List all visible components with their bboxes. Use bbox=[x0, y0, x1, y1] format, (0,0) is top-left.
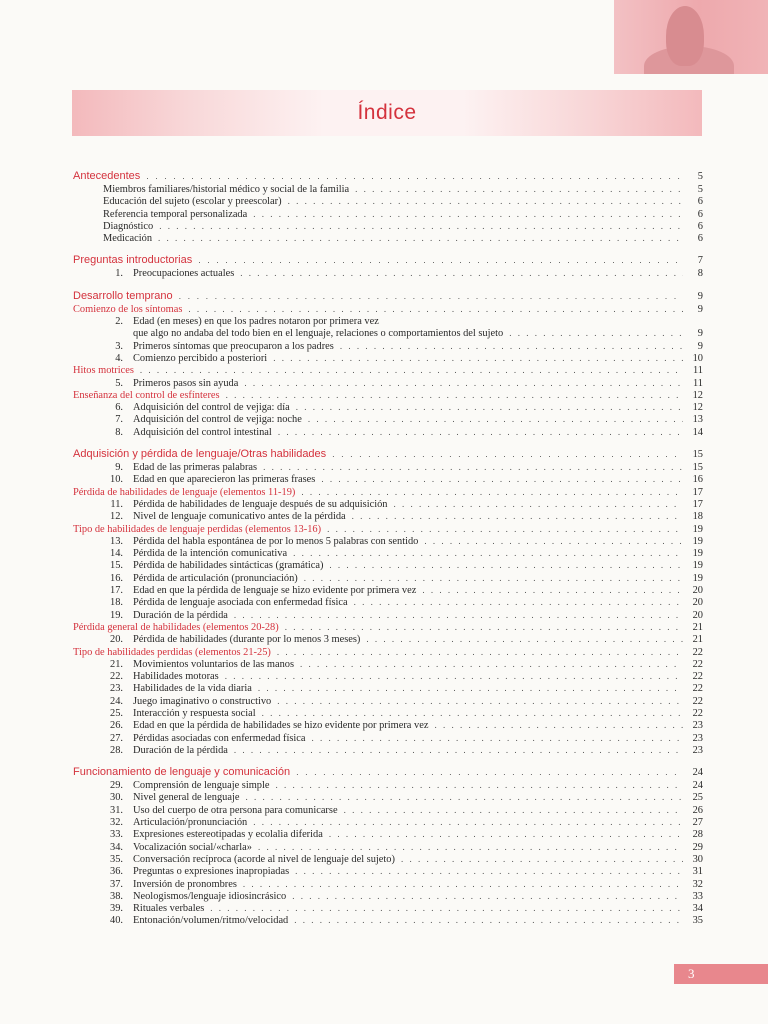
photo-figure-head bbox=[666, 6, 704, 66]
dot-leader bbox=[296, 401, 683, 413]
dot-leader bbox=[296, 766, 683, 778]
toc-item-number: 12. bbox=[110, 511, 123, 523]
toc-item-text: Duración de la pérdida bbox=[133, 609, 228, 621]
page-number: 3 bbox=[688, 966, 695, 981]
toc-page-number: 19 bbox=[692, 548, 703, 560]
toc-page-number: 22 bbox=[692, 658, 703, 670]
toc-item-text: Miembros familiares/historial médico y social de la familia bbox=[103, 184, 350, 195]
dot-leader bbox=[243, 878, 683, 890]
toc-entry[interactable] bbox=[73, 183, 703, 195]
toc-item-text: Inversión de pronombres bbox=[133, 878, 237, 890]
toc-item-number: 36. bbox=[110, 866, 123, 878]
toc-page-number: 20 bbox=[692, 585, 703, 597]
toc-item-text: Enseñanza del control de esfínteres bbox=[73, 389, 220, 401]
toc-item-number: 37. bbox=[110, 878, 123, 890]
toc-item-number: 35. bbox=[110, 853, 123, 865]
toc-entry[interactable] bbox=[73, 658, 703, 670]
toc-entry[interactable] bbox=[73, 779, 703, 791]
toc-page-number: 6 bbox=[697, 220, 703, 232]
toc-item-number: 11. bbox=[110, 498, 123, 510]
toc-page-number: 8 bbox=[697, 268, 703, 280]
toc-page-number: 15 bbox=[692, 462, 703, 474]
section-gap bbox=[73, 280, 703, 290]
toc-entry[interactable] bbox=[73, 670, 703, 682]
toc-item-number: 31. bbox=[110, 804, 123, 816]
toc-page-number: 33 bbox=[692, 890, 703, 902]
toc-entry[interactable] bbox=[73, 584, 703, 596]
toc-entry[interactable] bbox=[73, 744, 703, 756]
dot-leader bbox=[354, 596, 683, 608]
toc-page-number: 20 bbox=[692, 609, 703, 621]
dot-leader bbox=[332, 448, 683, 460]
toc-item-text: Preguntas o expresiones inapropiadas bbox=[133, 866, 290, 878]
section-gap bbox=[73, 438, 703, 448]
dot-leader bbox=[245, 791, 683, 803]
toc-item-number: 27. bbox=[110, 732, 123, 744]
toc-item-number: 18. bbox=[110, 597, 123, 609]
toc-entry[interactable] bbox=[73, 377, 703, 389]
toc-item-text: Hitos motrices bbox=[73, 365, 134, 377]
toc-item-text: Pérdida general de habilidades (elementos 20-28) bbox=[73, 621, 279, 633]
toc-item-text: Edad de las primeras palabras bbox=[133, 462, 258, 474]
toc-page-number: 9 bbox=[697, 303, 703, 315]
toc-page-number: 7 bbox=[697, 255, 703, 267]
toc-subsection[interactable] bbox=[73, 364, 703, 376]
toc-page-number: 10 bbox=[692, 352, 703, 364]
toc-page-number: 20 bbox=[692, 597, 703, 609]
toc-item-number: 17. bbox=[110, 585, 123, 597]
toc-page-number: 9 bbox=[697, 328, 703, 340]
dot-leader bbox=[262, 707, 683, 719]
toc-page-number: 9 bbox=[697, 340, 703, 352]
toc-entry[interactable] bbox=[73, 267, 703, 279]
toc-section-heading[interactable] bbox=[73, 170, 703, 183]
toc-page-number: 19 bbox=[692, 572, 703, 584]
toc-entry[interactable] bbox=[73, 461, 703, 473]
dot-leader bbox=[304, 572, 683, 584]
page-title: Índice bbox=[357, 101, 417, 124]
dot-leader bbox=[278, 426, 683, 438]
title-band bbox=[72, 90, 702, 136]
toc-item-text: Primeros síntomas que preocuparon a los padres bbox=[133, 340, 334, 352]
dot-leader bbox=[140, 364, 683, 376]
dot-leader bbox=[210, 902, 683, 914]
toc-item-text: Entonación/volumen/ritmo/velocidad bbox=[133, 915, 289, 927]
toc-page-number: 5 bbox=[697, 184, 703, 195]
toc-item-number: 1. bbox=[115, 268, 123, 280]
toc-item-text: Edad (en meses) en que los padres notaron por primera vez bbox=[133, 316, 379, 328]
toc-item-text: Tipo de habilidades perdidas (elementos 21-25) bbox=[73, 646, 271, 658]
toc-item-text: Expresiones estereotipadas y ecolalia diferida bbox=[133, 829, 323, 841]
toc-page-number: 5 bbox=[697, 171, 703, 182]
toc-entry[interactable] bbox=[73, 732, 703, 744]
dot-leader bbox=[234, 609, 683, 621]
toc-page-number: 19 bbox=[692, 560, 703, 572]
toc-entry[interactable] bbox=[73, 804, 703, 816]
toc-subsection[interactable] bbox=[73, 303, 703, 315]
toc-subsection[interactable] bbox=[73, 523, 703, 535]
dot-leader bbox=[292, 890, 683, 902]
toc-page-number: 17 bbox=[692, 498, 703, 510]
toc-item-number: 25. bbox=[110, 707, 123, 719]
toc-page-number: 21 bbox=[692, 634, 703, 646]
toc-entry[interactable] bbox=[73, 890, 703, 902]
toc-item-text: Preocupaciones actuales bbox=[133, 268, 235, 280]
toc-item-text: Habilidades motoras bbox=[133, 671, 219, 683]
toc-item-text: Articulación/pronunciación bbox=[133, 817, 248, 829]
toc-item-number: 34. bbox=[110, 841, 123, 853]
toc-page-number: 6 bbox=[697, 233, 703, 245]
toc-subsection[interactable] bbox=[73, 646, 703, 658]
toc-entry[interactable] bbox=[73, 401, 703, 413]
toc-item-text: Pérdida de la intención comunicativa bbox=[133, 548, 288, 560]
toc-item-number: 9. bbox=[115, 462, 123, 474]
toc-item-number: 32. bbox=[110, 817, 123, 829]
toc-page-number: 35 bbox=[692, 915, 703, 927]
toc-item-number: 39. bbox=[110, 903, 123, 915]
dot-leader bbox=[308, 413, 683, 425]
dot-leader bbox=[321, 473, 683, 485]
dot-leader bbox=[234, 744, 683, 756]
toc-entry[interactable] bbox=[73, 195, 703, 207]
dot-leader bbox=[159, 220, 683, 232]
dot-leader bbox=[366, 633, 683, 645]
toc-item-number: 33. bbox=[110, 829, 123, 841]
toc-page-number: 26 bbox=[692, 804, 703, 816]
dot-leader bbox=[401, 853, 683, 865]
toc-item-text: que algo no andaba del todo bien en el lenguaje, relaciones o comportamientos del sujeto bbox=[133, 328, 504, 340]
toc-page-number: 23 bbox=[692, 720, 703, 732]
toc-item-number: 30. bbox=[110, 792, 123, 804]
toc-section-heading[interactable] bbox=[73, 766, 703, 779]
toc-page-number: 29 bbox=[692, 841, 703, 853]
toc-item-number: 19. bbox=[110, 609, 123, 621]
dot-leader bbox=[352, 510, 683, 522]
toc-item-text: Edad en que la pérdida de lenguaje se hizo evidente por primera vez bbox=[133, 585, 417, 597]
toc-item-text: Adquisición del control de vejiga: día bbox=[133, 402, 290, 414]
dot-leader bbox=[226, 389, 683, 401]
dot-leader bbox=[277, 695, 683, 707]
toc-page-number: 18 bbox=[692, 511, 703, 523]
toc-page-number: 19 bbox=[692, 523, 703, 535]
toc-page-number: 22 bbox=[692, 646, 703, 658]
toc-item-text: Rituales verbales bbox=[133, 903, 205, 915]
toc-item-text: Preguntas introductorias bbox=[73, 254, 193, 267]
toc-page-number: 14 bbox=[692, 426, 703, 438]
dot-leader bbox=[277, 646, 683, 658]
toc-item-number: 21. bbox=[110, 658, 123, 670]
toc-item-text: Interacción y respuesta social bbox=[133, 707, 256, 719]
dot-leader bbox=[258, 841, 683, 853]
toc-item-text: Adquisición y pérdida de lenguaje/Otras habilidades bbox=[73, 448, 327, 461]
toc-entry[interactable] bbox=[73, 878, 703, 890]
toc-item-text: Vocalización social/«charla» bbox=[133, 841, 252, 853]
toc-item-text: Juego imaginativo o constructivo bbox=[133, 695, 272, 707]
toc-entry[interactable] bbox=[73, 682, 703, 694]
dot-leader bbox=[293, 547, 683, 559]
toc-entry[interactable] bbox=[73, 498, 703, 510]
toc-item-text: Uso del cuerpo de otra persona para comunicarse bbox=[133, 804, 338, 816]
toc-page-number: 12 bbox=[692, 402, 703, 414]
toc-subsection[interactable] bbox=[73, 486, 703, 498]
toc-entry[interactable] bbox=[73, 510, 703, 522]
dot-leader bbox=[258, 682, 683, 694]
toc-page-number: 28 bbox=[692, 829, 703, 841]
toc-item-text: Pérdida de lenguaje asociada con enfermedad física bbox=[133, 597, 348, 609]
dot-leader bbox=[340, 340, 683, 352]
toc-item-number: 3. bbox=[115, 340, 123, 352]
toc-entry[interactable] bbox=[73, 865, 703, 877]
toc-entry[interactable] bbox=[73, 914, 703, 926]
toc-item-number: 7. bbox=[115, 414, 123, 426]
toc-item-text: Pérdidas asociadas con enfermedad física bbox=[133, 732, 306, 744]
section-gap bbox=[73, 244, 703, 254]
dot-leader bbox=[253, 816, 683, 828]
toc-entry[interactable] bbox=[73, 208, 703, 220]
toc-item-number: 38. bbox=[110, 890, 123, 902]
dot-leader bbox=[179, 290, 683, 302]
dot-leader bbox=[285, 621, 683, 633]
dot-leader bbox=[300, 658, 683, 670]
dot-leader bbox=[295, 865, 683, 877]
toc-item-number: 20. bbox=[110, 634, 123, 646]
dot-leader bbox=[263, 461, 683, 473]
toc-page-number: 32 bbox=[692, 878, 703, 890]
toc-page-number: 9 bbox=[697, 290, 703, 302]
toc-entry[interactable] bbox=[73, 232, 703, 244]
toc-item-text: Edad en que la pérdida de habilidades se hizo evidente por primera vez bbox=[133, 720, 429, 732]
toc-page-number: 27 bbox=[692, 817, 703, 829]
toc-page-number: 30 bbox=[692, 853, 703, 865]
toc-page-number: 6 bbox=[697, 208, 703, 220]
toc-section-heading[interactable] bbox=[73, 254, 703, 267]
toc-entry[interactable] bbox=[73, 220, 703, 232]
toc-item-number: 26. bbox=[110, 720, 123, 732]
toc-item-text: Pérdida de habilidades (durante por lo menos 3 meses) bbox=[133, 634, 361, 646]
toc-page-number: 24 bbox=[692, 767, 703, 779]
toc-item-text: Pérdida de articulación (pronunciación) bbox=[133, 572, 298, 584]
toc-item-text: Diagnóstico bbox=[103, 220, 154, 232]
toc-page-number: 31 bbox=[692, 866, 703, 878]
toc-entry[interactable] bbox=[73, 559, 703, 571]
dot-leader bbox=[294, 914, 683, 926]
toc-item-text: Movimientos voluntarios de las manos bbox=[133, 658, 295, 670]
toc-entry[interactable] bbox=[73, 315, 703, 327]
toc-page-number: 22 bbox=[692, 671, 703, 683]
toc-page-number: 16 bbox=[692, 474, 703, 486]
toc-page-number: 22 bbox=[692, 707, 703, 719]
toc-entry[interactable] bbox=[73, 816, 703, 828]
toc-entry[interactable] bbox=[73, 695, 703, 707]
toc-entry[interactable] bbox=[73, 828, 703, 840]
corner-photo bbox=[614, 0, 768, 74]
toc-entry[interactable] bbox=[73, 902, 703, 914]
dot-leader bbox=[276, 779, 684, 791]
dot-leader bbox=[509, 327, 683, 339]
toc-item-number: 22. bbox=[110, 671, 123, 683]
toc-page-number: 25 bbox=[692, 792, 703, 804]
toc-subsection[interactable] bbox=[73, 389, 703, 401]
page-number-tab bbox=[674, 964, 768, 984]
dot-leader bbox=[158, 232, 683, 244]
dot-leader bbox=[422, 584, 683, 596]
toc-item-text: Referencia temporal personalizada bbox=[103, 208, 248, 220]
dot-leader bbox=[312, 732, 683, 744]
dot-leader bbox=[301, 486, 683, 498]
toc-item-text: Nivel general de lenguaje bbox=[133, 792, 240, 804]
dot-leader bbox=[327, 523, 683, 535]
toc-item-number: 13. bbox=[110, 535, 123, 547]
toc-page-number: 34 bbox=[692, 903, 703, 915]
toc-item-number: 14. bbox=[110, 548, 123, 560]
toc-item-text: Comienzo de los síntomas bbox=[73, 303, 183, 315]
toc-item-number: 15. bbox=[110, 560, 123, 572]
toc-entry[interactable] bbox=[73, 413, 703, 425]
toc-item-text: Primeros pasos sin ayuda bbox=[133, 377, 239, 389]
dot-leader bbox=[434, 719, 683, 731]
toc-item-text: Adquisición del control intestinal bbox=[133, 426, 272, 438]
dot-leader bbox=[329, 828, 683, 840]
toc-entry[interactable] bbox=[73, 633, 703, 645]
toc-item-text: Adquisición del control de vejiga: noche bbox=[133, 414, 302, 426]
toc-subsection[interactable] bbox=[73, 621, 703, 633]
toc-item-number: 23. bbox=[110, 683, 123, 695]
toc-item-text: Antecedentes bbox=[73, 170, 141, 182]
toc-page-number: 23 bbox=[692, 732, 703, 744]
toc-entry[interactable] bbox=[73, 791, 703, 803]
toc-entry[interactable] bbox=[73, 572, 703, 584]
toc-page-number: 19 bbox=[692, 535, 703, 547]
toc-entry[interactable] bbox=[73, 473, 703, 485]
dot-leader bbox=[146, 170, 683, 182]
toc-entry[interactable] bbox=[73, 841, 703, 853]
toc-entry[interactable] bbox=[73, 707, 703, 719]
toc-page-number: 17 bbox=[692, 486, 703, 498]
toc-item-text: Habilidades de la vida diaria bbox=[133, 683, 252, 695]
toc-page-number: 22 bbox=[692, 683, 703, 695]
toc-item-text: Nivel de lenguaje comunicativo antes de la pérdida bbox=[133, 511, 346, 523]
toc-entry[interactable] bbox=[73, 535, 703, 547]
dot-leader bbox=[240, 267, 683, 279]
toc-entry[interactable] bbox=[73, 719, 703, 731]
toc-item-number: 5. bbox=[115, 377, 123, 389]
toc-entry[interactable] bbox=[73, 352, 703, 364]
toc-item-text: Tipo de habilidades de lenguaje perdidas (elementos 13-16) bbox=[73, 523, 322, 535]
dot-leader bbox=[225, 670, 683, 682]
toc-entry[interactable] bbox=[73, 327, 703, 339]
toc-page-number: 21 bbox=[692, 621, 703, 633]
toc-item-text: Pérdida de habilidades de lenguaje después de su adquisición bbox=[133, 498, 388, 510]
toc-item-text: Comprensión de lenguaje simple bbox=[133, 780, 270, 792]
toc-page-number: 15 bbox=[692, 449, 703, 461]
toc-entry[interactable] bbox=[73, 426, 703, 438]
dot-leader bbox=[188, 303, 683, 315]
table-of-contents bbox=[73, 170, 703, 927]
toc-item-number: 4. bbox=[115, 352, 123, 364]
toc-section-heading[interactable] bbox=[73, 448, 703, 461]
toc-item-text: Pérdida de habilidades sintácticas (gramática) bbox=[133, 560, 324, 572]
toc-item-number: 6. bbox=[115, 402, 123, 414]
dot-leader bbox=[355, 183, 683, 195]
toc-entry[interactable] bbox=[73, 609, 703, 621]
toc-item-text: Edad en que aparecieron las primeras frases bbox=[133, 474, 316, 486]
dot-leader bbox=[329, 559, 683, 571]
section-gap bbox=[73, 756, 703, 766]
dot-leader bbox=[394, 498, 684, 510]
toc-item-text: Pérdida del habla espontánea de por lo menos 5 palabras con sentido bbox=[133, 535, 419, 547]
toc-item-number: 24. bbox=[110, 695, 123, 707]
toc-item-text: Conversación recíproca (acorde al nivel de lenguaje del sujeto) bbox=[133, 853, 395, 865]
toc-item-number: 10. bbox=[110, 474, 123, 486]
toc-item-number: 29. bbox=[110, 780, 123, 792]
toc-item-text: Educación del sujeto (escolar y preescolar) bbox=[103, 196, 282, 208]
dot-leader bbox=[424, 535, 683, 547]
toc-page-number: 22 bbox=[692, 695, 703, 707]
dot-leader bbox=[198, 254, 683, 266]
toc-item-number: 2. bbox=[115, 316, 123, 328]
toc-item-text: Pérdida de habilidades de lenguaje (elementos 11-19) bbox=[73, 486, 296, 498]
toc-item-text: Funcionamiento de lenguaje y comunicación bbox=[73, 766, 291, 779]
toc-entry[interactable] bbox=[73, 596, 703, 608]
dot-leader bbox=[253, 208, 683, 220]
toc-entry[interactable] bbox=[73, 853, 703, 865]
toc-item-number: 28. bbox=[110, 744, 123, 756]
toc-page-number: 6 bbox=[697, 196, 703, 208]
dot-leader bbox=[344, 804, 683, 816]
dot-leader bbox=[273, 352, 683, 364]
toc-section-heading[interactable] bbox=[73, 290, 703, 303]
toc-item-text: Comienzo percibido a posteriori bbox=[133, 352, 268, 364]
toc-page-number: 12 bbox=[692, 389, 703, 401]
toc-entry[interactable] bbox=[73, 547, 703, 559]
toc-item-text: Neologismos/lenguaje idiosincrásico bbox=[133, 890, 287, 902]
toc-entry[interactable] bbox=[73, 340, 703, 352]
dot-leader bbox=[244, 377, 683, 389]
toc-page-number: 24 bbox=[692, 780, 703, 792]
toc-page-number: 13 bbox=[692, 414, 703, 426]
toc-page-number: 23 bbox=[692, 744, 703, 756]
toc-page-number: 11 bbox=[692, 365, 703, 377]
dot-leader bbox=[288, 195, 683, 207]
toc-item-number: 40. bbox=[110, 915, 123, 927]
toc-item-text: Desarrollo temprano bbox=[73, 289, 173, 302]
toc-item-number: 8. bbox=[115, 426, 123, 438]
toc-item-text: Duración de la pérdida bbox=[133, 744, 228, 756]
toc-item-number: 16. bbox=[110, 572, 123, 584]
toc-page-number: 11 bbox=[692, 377, 703, 389]
toc-item-text: Medicación bbox=[103, 233, 153, 245]
